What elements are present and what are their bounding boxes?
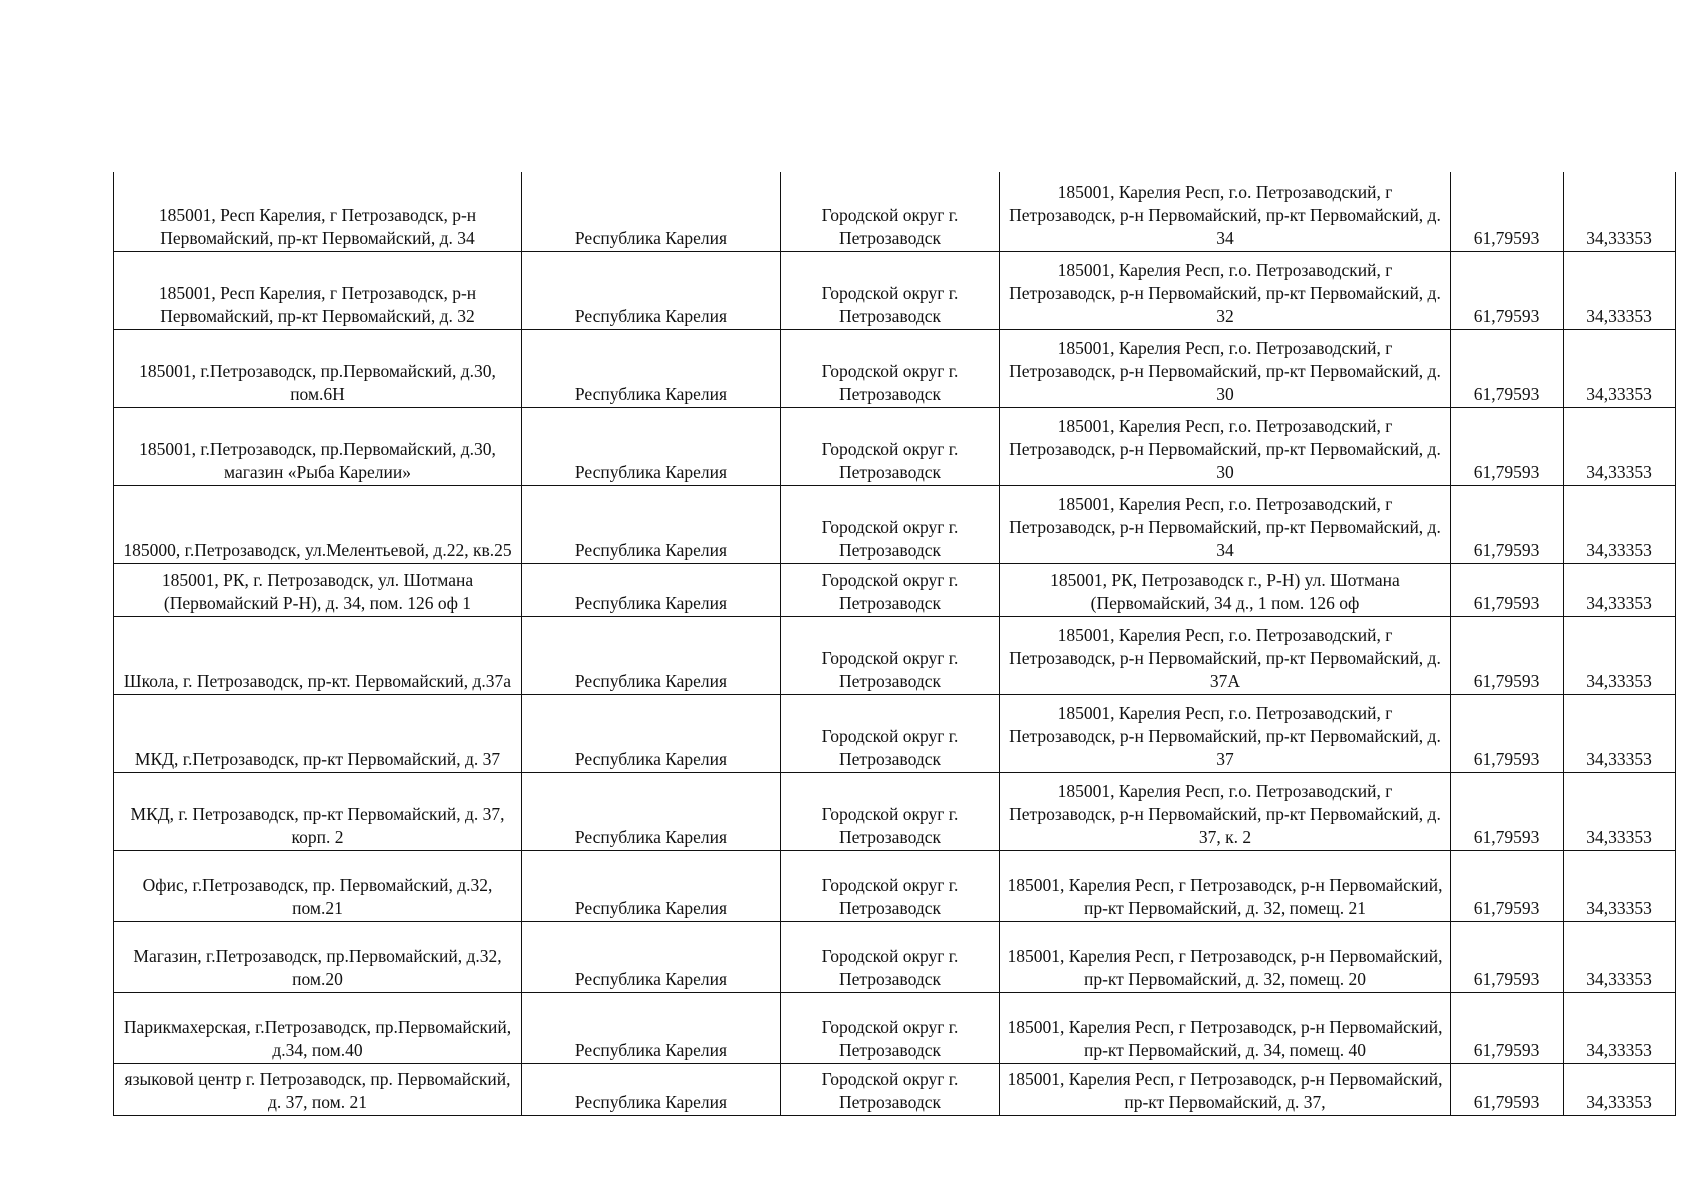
district-cell: Городской округ г. Петрозаводск: [781, 563, 1000, 616]
region-cell: Республика Карелия: [522, 329, 781, 407]
latitude-cell: 61,79593: [1451, 694, 1564, 772]
region-cell: Республика Карелия: [522, 563, 781, 616]
table-row: [114, 251, 1676, 329]
district-cell: Городской округ г. Петрозаводск: [781, 694, 1000, 772]
address-cell: Парикмахерская, г.Петрозаводск, пр.Первомайский, д.34, пом.40: [114, 992, 522, 1063]
region-cell: Республика Карелия: [522, 407, 781, 485]
latitude-cell: 61,79593: [1451, 407, 1564, 485]
address-cell: Офис, г.Петрозаводск, пр. Первомайский, д.32, пом.21: [114, 850, 522, 921]
fias-address-cell: 185001, Карелия Респ, г Петрозаводск, р-н Первомайский, пр-кт Первомайский, д. 37,: [1000, 1063, 1451, 1115]
latitude-cell: 61,79593: [1451, 251, 1564, 329]
region-cell: Республика Карелия: [522, 694, 781, 772]
longitude-cell: 34,33353: [1564, 1063, 1676, 1115]
address-cell: Школа, г. Петрозаводск, пр-кт. Первомайский, д.37а: [114, 616, 522, 694]
longitude-cell: 34,33353: [1564, 921, 1676, 992]
table-row: [114, 407, 1676, 485]
address-cell: языковой центр г. Петрозаводск, пр. Первомайский, д. 37, пом. 21: [114, 1063, 522, 1115]
table-row: [114, 616, 1676, 694]
longitude-cell: 34,33353: [1564, 694, 1676, 772]
region-cell: Республика Карелия: [522, 850, 781, 921]
fias-address-cell: 185001, Карелия Респ, г.о. Петрозаводский, г Петрозаводск, р-н Первомайский, пр-кт Первомайский, д. 32: [1000, 251, 1451, 329]
address-cell: 185001, РК, г. Петрозаводск, ул. Шотмана (Первомайский Р-Н), д. 34, пом. 126 оф 1: [114, 563, 522, 616]
district-cell: Городской округ г. Петрозаводск: [781, 772, 1000, 850]
district-cell: Городской округ г. Петрозаводск: [781, 921, 1000, 992]
address-cell: 185000, г.Петрозаводск, ул.Мелентьевой, д.22, кв.25: [114, 485, 522, 563]
address-cell: 185001, г.Петрозаводск, пр.Первомайский, д.30, магазин «Рыба Карелии»: [114, 407, 522, 485]
table-row: [114, 172, 1676, 251]
table-row: [114, 329, 1676, 407]
table-row: [114, 992, 1676, 1063]
region-cell: Республика Карелия: [522, 921, 781, 992]
fias-address-cell: 185001, Карелия Респ, г.о. Петрозаводский, г Петрозаводск, р-н Первомайский, пр-кт Первомайский, д. 30: [1000, 329, 1451, 407]
longitude-cell: 34,33353: [1564, 850, 1676, 921]
fias-address-cell: 185001, Карелия Респ, г.о. Петрозаводский, г Петрозаводск, р-н Первомайский, пр-кт Первомайский, д. 34: [1000, 485, 1451, 563]
latitude-cell: 61,79593: [1451, 172, 1564, 251]
address-cell: 185001, г.Петрозаводск, пр.Первомайский, д.30, пом.6Н: [114, 329, 522, 407]
region-cell: Республика Карелия: [522, 616, 781, 694]
latitude-cell: 61,79593: [1451, 563, 1564, 616]
table-row: [114, 694, 1676, 772]
fias-address-cell: 185001, Карелия Респ, г Петрозаводск, р-н Первомайский, пр-кт Первомайский, д. 32, помещ. 21: [1000, 850, 1451, 921]
address-table: [113, 172, 1676, 1116]
longitude-cell: 34,33353: [1564, 485, 1676, 563]
region-cell: Республика Карелия: [522, 251, 781, 329]
table-row: [114, 485, 1676, 563]
fias-address-cell: 185001, Карелия Респ, г Петрозаводск, р-н Первомайский, пр-кт Первомайский, д. 34, помещ. 40: [1000, 992, 1451, 1063]
latitude-cell: 61,79593: [1451, 921, 1564, 992]
fias-address-cell: 185001, РК, Петрозаводск г., Р-Н) ул. Шотмана (Первомайский, 34 д., 1 пом. 126 оф: [1000, 563, 1451, 616]
address-cell: 185001, Респ Карелия, г Петрозаводск, р-н Первомайский, пр-кт Первомайский, д. 32: [114, 251, 522, 329]
table-row: [114, 563, 1676, 616]
longitude-cell: 34,33353: [1564, 563, 1676, 616]
fias-address-cell: 185001, Карелия Респ, г.о. Петрозаводский, г Петрозаводск, р-н Первомайский, пр-кт Первомайский, д. 34: [1000, 172, 1451, 251]
longitude-cell: 34,33353: [1564, 992, 1676, 1063]
district-cell: Городской округ г. Петрозаводск: [781, 485, 1000, 563]
district-cell: Городской округ г. Петрозаводск: [781, 172, 1000, 251]
latitude-cell: 61,79593: [1451, 850, 1564, 921]
longitude-cell: 34,33353: [1564, 407, 1676, 485]
longitude-cell: 34,33353: [1564, 172, 1676, 251]
latitude-cell: 61,79593: [1451, 329, 1564, 407]
address-cell: 185001, Респ Карелия, г Петрозаводск, р-н Первомайский, пр-кт Первомайский, д. 34: [114, 172, 522, 251]
latitude-cell: 61,79593: [1451, 485, 1564, 563]
region-cell: Республика Карелия: [522, 1063, 781, 1115]
fias-address-cell: 185001, Карелия Респ, г.о. Петрозаводский, г Петрозаводск, р-н Первомайский, пр-кт Первомайский, д. 37А: [1000, 616, 1451, 694]
address-cell: МКД, г. Петрозаводск, пр-кт Первомайский, д. 37, корп. 2: [114, 772, 522, 850]
address-cell: МКД, г.Петрозаводск, пр-кт Первомайский, д. 37: [114, 694, 522, 772]
table-body: [114, 172, 1676, 1115]
latitude-cell: 61,79593: [1451, 1063, 1564, 1115]
region-cell: Республика Карелия: [522, 485, 781, 563]
region-cell: Республика Карелия: [522, 172, 781, 251]
district-cell: Городской округ г. Петрозаводск: [781, 329, 1000, 407]
fias-address-cell: 185001, Карелия Респ, г.о. Петрозаводский, г Петрозаводск, р-н Первомайский, пр-кт Первомайский, д. 37: [1000, 694, 1451, 772]
district-cell: Городской округ г. Петрозаводск: [781, 850, 1000, 921]
longitude-cell: 34,33353: [1564, 772, 1676, 850]
latitude-cell: 61,79593: [1451, 616, 1564, 694]
longitude-cell: 34,33353: [1564, 329, 1676, 407]
fias-address-cell: 185001, Карелия Респ, г Петрозаводск, р-н Первомайский, пр-кт Первомайский, д. 32, помещ. 20: [1000, 921, 1451, 992]
longitude-cell: 34,33353: [1564, 251, 1676, 329]
address-cell: Магазин, г.Петрозаводск, пр.Первомайский, д.32, пом.20: [114, 921, 522, 992]
table-row: [114, 1063, 1676, 1115]
latitude-cell: 61,79593: [1451, 992, 1564, 1063]
district-cell: Городской округ г. Петрозаводск: [781, 407, 1000, 485]
table-row: [114, 772, 1676, 850]
longitude-cell: 34,33353: [1564, 616, 1676, 694]
district-cell: Городской округ г. Петрозаводск: [781, 992, 1000, 1063]
latitude-cell: 61,79593: [1451, 772, 1564, 850]
district-cell: Городской округ г. Петрозаводск: [781, 251, 1000, 329]
fias-address-cell: 185001, Карелия Респ, г.о. Петрозаводский, г Петрозаводск, р-н Первомайский, пр-кт Первомайский, д. 37, к. 2: [1000, 772, 1451, 850]
region-cell: Республика Карелия: [522, 992, 781, 1063]
district-cell: Городской округ г. Петрозаводск: [781, 616, 1000, 694]
table-row: [114, 921, 1676, 992]
district-cell: Городской округ г. Петрозаводск: [781, 1063, 1000, 1115]
table-row: [114, 850, 1676, 921]
fias-address-cell: 185001, Карелия Респ, г.о. Петрозаводский, г Петрозаводск, р-н Первомайский, пр-кт Первомайский, д. 30: [1000, 407, 1451, 485]
region-cell: Республика Карелия: [522, 772, 781, 850]
